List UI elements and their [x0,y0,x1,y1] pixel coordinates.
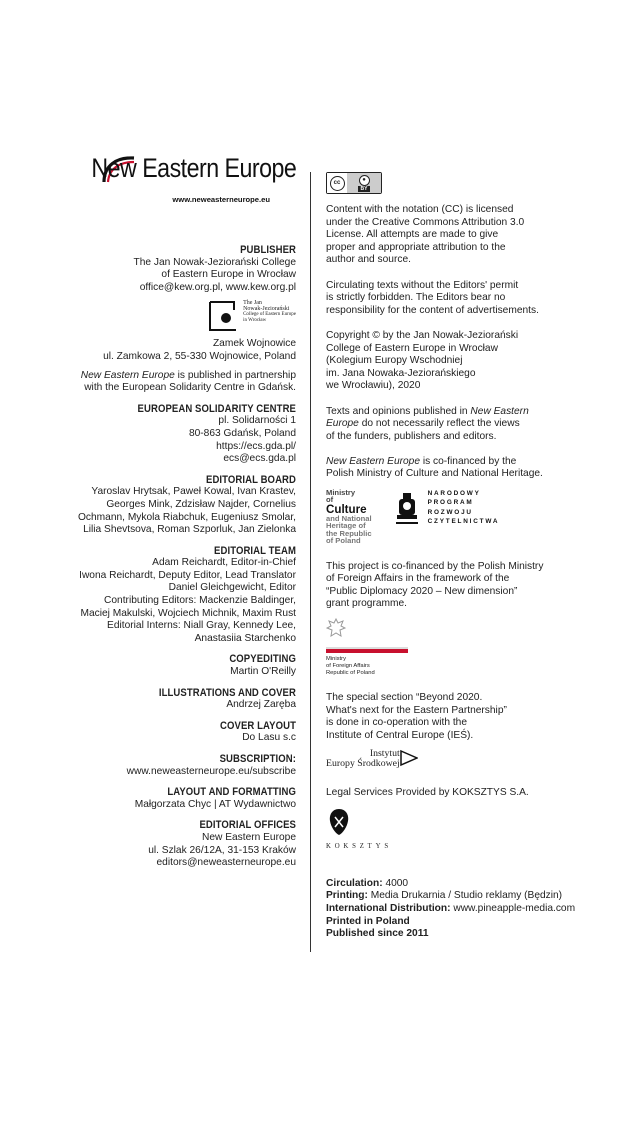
mfa-logo-text: Republic of Poland [326,669,375,676]
esc-email[interactable]: ecs@ecs.gda.pl [223,453,296,465]
npr-logo [394,489,500,527]
copyright-line: we Wrocławiu), 2020 [326,380,421,392]
kew-logo-text: Nowak-Jeziorański [243,306,290,313]
esc-title: EUROPEAN SOLIDARITY CENTRE [137,402,296,415]
cc-license-badge [326,172,382,194]
kew-logo-text: College of Eastern Europe [243,312,296,318]
circulation-paragraph [326,280,566,318]
special-section-paragraph [326,692,566,742]
partnership-line2: with the European Solidarity Centre in Gdańsk. [84,382,296,394]
kew-logo-text: The Jan [243,300,262,307]
kew-logo-text: in Wrocław [243,318,267,324]
ministry-logo-text: of [326,495,334,505]
layout-title: LAYOUT AND FORMATTING [167,786,296,799]
esc-link[interactable]: https://ecs.gda.pl/ [216,440,296,452]
mfa-paragraph [326,561,566,611]
npr-logo-text: ROZWOJU [427,508,473,516]
left-column [60,150,296,870]
copyright-line: Copyright © by the Jan Nowak-Jeziorański [326,329,519,341]
board-line: Georges Mink, Zdzisław Najder, Cornelius [106,498,296,510]
board-line: Yaroslav Hrytsak, Paweł Kowal, Ivan Krastev, [91,486,296,498]
mfa-line: of Foreign Affairs in the framework of the [326,573,510,585]
published-since: Published since 2011 [326,928,429,940]
legal-services: Legal Services Provided by KOKSZTYS S.A. [326,786,529,798]
offices-line: ul. Szlak 26/12A, 31-153 Kraków [148,844,296,856]
kew-logo [60,300,296,332]
mfa-logo-text: Ministry [326,656,346,663]
esc-line: pl. Solidarności 1 [218,415,296,427]
board-line: Ochmann, Mykola Riabchuk, Eugeniusz Smolar, [77,511,296,523]
printing-value: Media Drukarnia / Studio reklamy (Będzin) [367,890,563,902]
team-line: Contributing Editors: Mackenzie Baldinger, [104,595,296,607]
ministry-logo-text: Culture [326,502,367,516]
logo-text: New Eastern Europe [91,153,296,183]
mfa-logo [326,617,566,676]
partnership-italic: New Eastern Europe [80,369,175,381]
copyediting-title: COPYEDITING [229,653,296,666]
distribution-label: International Distribution: [326,903,451,914]
npr-logo-text: PROGRAM [427,499,474,507]
cover-layout-line: Do Lasu s.c [242,732,296,744]
team-line: Daniel Gleichgewicht, Editor [168,582,296,594]
logo-url: www.neweasterneurope.eu [172,195,270,204]
cofin-italic: New Eastern Europe [326,455,421,467]
opinions-text: do not necessarily reflect the views [358,418,520,430]
locomotive-icon [394,491,420,525]
team-title: EDITORIAL TEAM [214,544,296,557]
publisher-line: The Jan Nowak-Jeziorański College [133,256,296,268]
mfa-line: “Public Diplomacy 2020 – New dimension” [326,585,518,597]
team-line: Maciej Makulski, Wojciech Michnik, Maxim Rust [80,607,296,619]
copyediting-line: Martin O'Reilly [230,666,296,678]
opinions-paragraph [326,406,566,444]
cc-line: under the Creative Commons Attribution 3.0 [326,216,525,228]
ies-logo-text: Instytut [369,747,400,759]
publisher-line: of Eastern Europe in Wrocław [161,269,296,281]
illustrations-title: ILLUSTRATIONS AND COVER [158,686,296,699]
cc-line: License. All attempts are made to give [326,229,499,241]
ministry-logo-text: and National [326,513,372,523]
eagle-emblem-icon [326,617,346,639]
kokszty-logo [326,807,566,854]
offices-line: New Eastern Europe [201,831,296,843]
footer-info [326,877,576,941]
ies-logo [326,749,566,769]
board-line: Lilia Shevtsova, Roman Szporluk, Jan Zielonka [83,524,296,536]
printed-in: Printed in Poland [326,915,410,927]
esc-line: 80-863 Gdańsk, Poland [188,427,296,439]
mfa-line: This project is co-financed by the Polish Ministry [326,560,544,572]
layout-line: Małgorzata Chyc | AT Wydawnictwo [134,798,296,810]
cofin-text: Polish Ministry of Culture and National Heritage. [326,468,543,480]
special-line: What's next for the Eastern Partnership” [326,704,507,716]
person-icon: ● [359,175,370,186]
address-line: Zamek Wojnowice [212,338,296,350]
publisher-line: office@kew.org.pl, www.kew.org.pl [139,281,296,293]
copyright-line: im. Jana Nowaka-Jeziorańskiego [326,367,476,379]
cc-icon: cc [330,176,345,191]
right-column [326,172,576,941]
ies-logo-text: Europy Środkowej [326,757,400,769]
circ-line: responsibility for the content of advertisements. [326,304,539,316]
kew-mark-icon [208,300,238,332]
cc-paragraph [326,204,566,267]
circ-line: is strictly forbidden. The Editors bear no [326,292,506,304]
cofin-text: is co-financed by the [420,455,517,467]
subscription-link[interactable]: www.neweasterneurope.eu/subscribe [126,765,296,777]
opinions-italic: Europe [326,418,359,430]
circulation-value: 4000 [382,877,409,889]
kokszty-emblem-icon [326,807,352,837]
mfa-logo-text: of Foreign Affairs [326,663,370,670]
cofinance-paragraph [326,456,566,481]
team-line: Editorial Interns: Niall Gray, Kennedy Lee, [107,620,296,632]
circulation-label: Circulation: [326,877,383,889]
npr-logo-text: CZYTELNICTWA [427,518,500,526]
printing-label: Printing: [326,890,368,902]
ministry-logo-text: Heritage of [326,521,366,531]
offices-title: EDITORIAL OFFICES [199,819,296,832]
partnership-rest: is published in partnership [174,369,296,381]
copyright-line: College of Eastern Europe in Wrocław [326,342,498,354]
ministry-logo-text: Ministry [326,488,356,498]
cover-layout-title: COVER LAYOUT [220,719,296,732]
team-line: Anastasiia Starchenko [194,632,296,644]
illustrations-line: Andrzej Zaręba [226,699,296,711]
special-line: The special section “Beyond 2020. [326,692,483,704]
distribution-value[interactable]: www.pineapple-media.com [450,903,576,914]
board-title: EDITORIAL BOARD [206,473,296,486]
special-line: is done in co-operation with the [326,717,468,729]
cc-line: Content with the notation (CC) is licensed [326,204,514,215]
subscription-title: SUBSCRIPTION: [219,753,296,765]
npr-logo-text: NARODOWY [427,490,481,498]
ministry-logo-text: the Republic [326,528,372,538]
opinions-text: of the funders, publishers and editors. [326,430,497,442]
opinions-text: Texts and opinions published in [326,405,471,417]
mfa-line: grant programme. [326,598,407,610]
cc-line: author and source. [326,254,411,266]
opinions-italic: New Eastern [470,405,529,417]
culture-logos [326,489,566,544]
publisher-title: PUBLISHER [240,244,296,256]
offices-email[interactable]: editors@neweasterneurope.eu [156,857,296,869]
cc-by-label: BY [358,186,371,192]
cc-line: proper and appropriate attribution to the [326,241,506,253]
team-line: Adam Reichardt, Editor-in-Chief [152,557,296,569]
kokszty-name: KOKSZTYS [326,843,392,851]
column-divider [310,172,311,952]
ministry-logo-text: of Poland [326,536,361,546]
copyright-line: (Kolegium Europy Wschodniej [326,355,463,367]
team-line: Iwona Reichardt, Deputy Editor, Lead Translator [79,569,296,581]
copyright-paragraph [326,330,566,393]
masthead-logo [60,150,296,206]
special-line: Institute of Central Europe (IEŚ). [326,730,474,742]
circ-line: Circulating texts without the Editors' permit [326,279,519,291]
address-line: ul. Zamkowa 2, 55-330 Wojnowice, Poland [103,350,296,362]
partnership-line [60,370,296,383]
ministry-culture-logo [326,489,372,544]
ies-arrow-icon [400,749,418,767]
